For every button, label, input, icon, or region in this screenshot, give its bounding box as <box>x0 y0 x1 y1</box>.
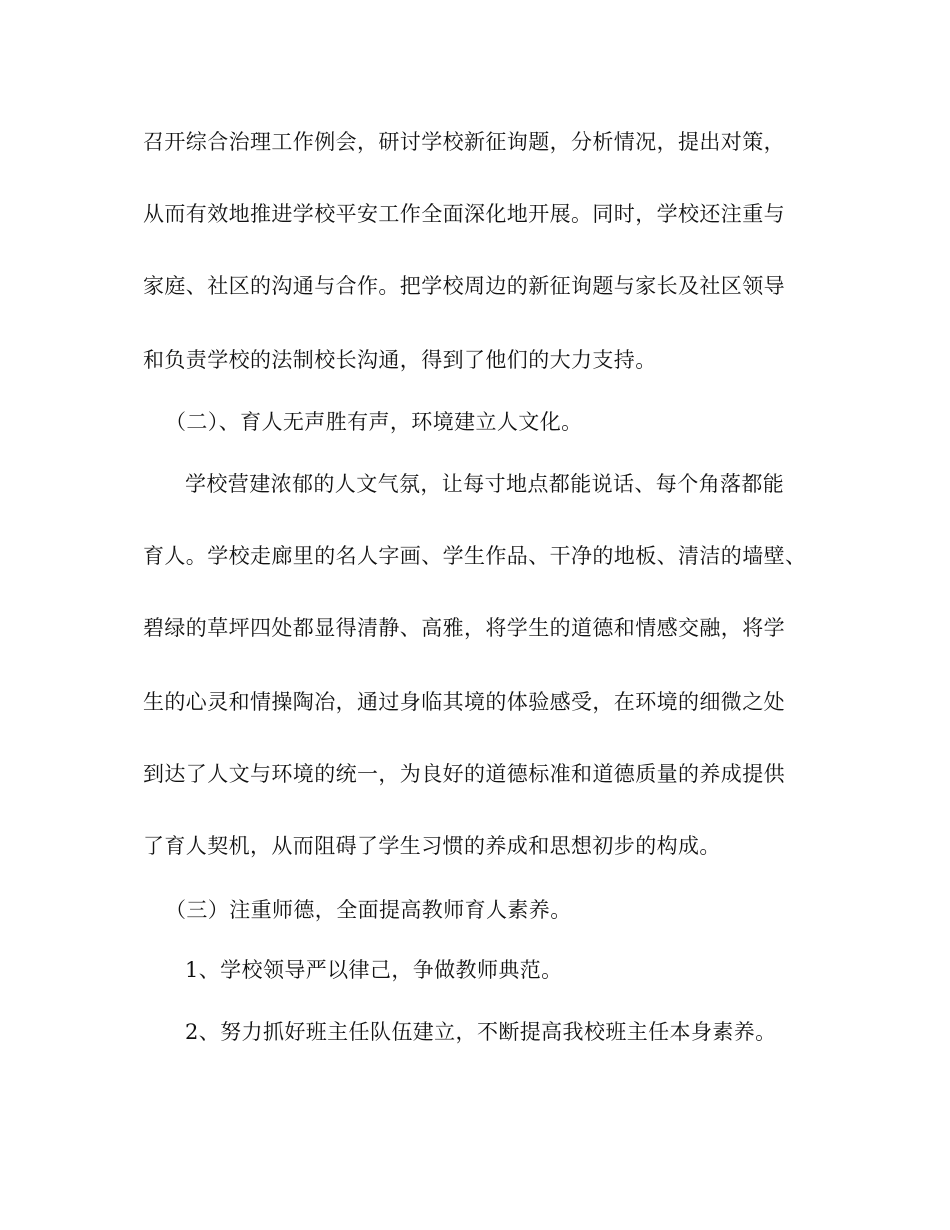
paragraph-line: 家庭、社区的沟通与合作。把学校周边的新征询题与家长及社区领导 <box>143 274 785 298</box>
paragraph-line: 从而有效地推进学校平安工作全面深化地开展。同时，学校还注重与 <box>143 202 785 226</box>
paragraph-line: 了育人契机，从而阻碍了学生习惯的养成和思想初步的构成。 <box>143 834 721 858</box>
paragraph-line: 召开综合治理工作例会，研讨学校新征询题，分析情况，提出对策， <box>143 130 785 154</box>
section-heading: （二）、育人无声胜有声，环境建立人文化。 <box>165 410 583 434</box>
paragraph-line: 育人。学校走廊里的名人字画、学生作品、干净的地板、清洁的墙壁、 <box>143 544 807 568</box>
section-heading: （三）注重师德，全面提高教师育人素养。 <box>165 898 572 922</box>
list-item: 1、学校领导严以律己，争做教师典范。 <box>185 958 563 982</box>
paragraph-line: 到达了人文与环境的统一，为良好的道德标准和道德质量的养成提供 <box>143 762 785 786</box>
paragraph-line: 碧绿的草坪四处都显得清静、高雅，将学生的道德和情感交融，将学 <box>143 616 785 640</box>
paragraph-line: 和负责学校的法制校长沟通，得到了他们的大力支持。 <box>143 348 657 372</box>
paragraph-line: 学校营建浓郁的人文气氛，让每寸地点都能说话、每个角落都能 <box>185 472 785 496</box>
paragraph-line: 生的心灵和情操陶冶，通过身临其境的体验感受，在环境的细微之处 <box>143 690 785 714</box>
list-item: 2、努力抓好班主任队伍建立，不断提高我校班主任本身素养。 <box>185 1020 777 1044</box>
